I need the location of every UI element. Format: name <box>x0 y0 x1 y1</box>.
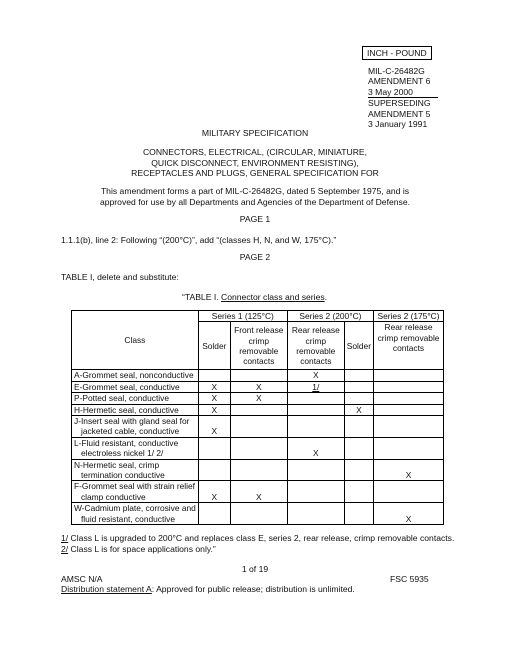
class-cell-line: termination conductive <box>74 470 165 481</box>
subheader-solder: Solder <box>198 322 230 370</box>
table-cell <box>374 416 444 438</box>
table-cell <box>344 381 373 392</box>
connector-class-table <box>71 310 444 525</box>
table-row <box>72 437 444 459</box>
document-title <box>0 147 510 179</box>
table-cell: X <box>374 459 444 481</box>
class-cell-line: fluid resistant, conductive <box>74 513 176 524</box>
footnote-2 <box>61 544 216 554</box>
series2-175-header: Series 2 (175°C) <box>374 311 444 322</box>
superseded-amendment: AMENDMENT 5 <box>368 108 431 119</box>
distribution-text: : Approved for public release; distribution is unlimited. <box>151 584 355 594</box>
table-cell <box>374 437 444 459</box>
class-cell-line: jacketed cable, conductive <box>74 426 180 437</box>
table-cell <box>344 503 373 525</box>
table-cell <box>374 381 444 392</box>
table-cell <box>374 481 444 503</box>
table-cell <box>230 416 287 438</box>
class-cell <box>72 404 199 415</box>
class-cell-line: L-Fluid resistant, conductive <box>74 437 179 448</box>
units-box: INCH - POUND <box>362 46 432 60</box>
table-cell: X <box>344 404 373 415</box>
table-cell: 1/ <box>287 381 344 392</box>
table-cell <box>344 481 373 503</box>
table-cell <box>287 393 344 404</box>
table-cell <box>230 503 287 525</box>
subheader-rear-release-175: Rear release crimp removable contacts <box>374 322 444 370</box>
class-cell-line: P-Potted seal, conductive <box>74 393 169 404</box>
table-cell: X <box>198 393 230 404</box>
page2-heading: PAGE 2 <box>239 252 271 262</box>
table-cell: X <box>198 381 230 392</box>
table-cell <box>198 459 230 481</box>
table-cell: X <box>230 393 287 404</box>
distribution-statement <box>61 584 355 594</box>
class-cell-line: H-Hermetic seal, conductive <box>74 404 179 415</box>
footnote-mark: 2/ <box>61 544 69 554</box>
table-caption-prefix: “TABLE I. <box>182 292 221 302</box>
class-cell-line: J-Insert seal with gland seal for <box>74 416 190 427</box>
table-cell <box>230 459 287 481</box>
class-cell-line: W-Cadmium plate, corrosive and <box>74 503 196 514</box>
class-cell <box>72 481 199 503</box>
amsc-label: AMSC N/A <box>61 574 103 584</box>
table-cell <box>198 503 230 525</box>
class-cell <box>72 503 199 525</box>
class-cell <box>72 393 199 404</box>
footnote-1 <box>61 533 454 543</box>
subheader-solder-2: Solder <box>344 322 373 370</box>
table-cell <box>230 437 287 459</box>
class-cell <box>72 437 199 459</box>
table-cell <box>344 416 373 438</box>
table-body <box>72 370 444 525</box>
subheader-front-release: Front release crimp removable contacts <box>230 322 287 370</box>
table-row <box>72 416 444 438</box>
class-cell-line: clamp conductive <box>74 491 146 502</box>
table-cell: X <box>287 370 344 381</box>
table-row <box>72 459 444 481</box>
table-cell <box>374 404 444 415</box>
amendment-number: AMENDMENT 6 <box>368 76 431 87</box>
footnote-text: Class L is upgraded to 200°C and replaces class E, series 2, rear release, crimp removable contacts. <box>68 533 455 543</box>
table-cell <box>344 437 373 459</box>
class-cell <box>72 370 199 381</box>
table-cell <box>287 416 344 438</box>
table-row <box>72 381 444 392</box>
fsc-label: FSC 5935 <box>390 574 429 584</box>
class-cell-line: N-Hermetic seal, crimp <box>74 459 160 470</box>
table-cell <box>374 370 444 381</box>
table-cell <box>344 370 373 381</box>
page1-change: 1.1.1(b), line 2: Following “(200°C)”, add “(classes H, N, and W, 175°C).” <box>61 235 337 245</box>
table-cell <box>287 503 344 525</box>
table-row <box>72 404 444 415</box>
table-cell: X <box>198 404 230 415</box>
series1-header: Series 1 (125°C) <box>198 311 287 322</box>
doc-id: MIL-C-26482G <box>368 66 425 76</box>
spec-heading: MILITARY SPECIFICATION <box>201 128 309 138</box>
table-instruction: TABLE I, delete and substitute: <box>61 272 179 282</box>
page-number: 1 of 19 <box>241 564 269 574</box>
distribution-label: Distribution statement A <box>61 584 152 594</box>
subheader-rear-release: Rear release crimp removable contacts <box>287 322 344 370</box>
table-cell: X <box>374 503 444 525</box>
intro-line: This amendment forms a part of MIL-C-26482G, dated 5 September 1975, and is <box>100 186 410 196</box>
table-cell <box>287 459 344 481</box>
table-cell: X <box>230 481 287 503</box>
table-group-header-row <box>72 311 444 322</box>
intro-paragraph <box>0 186 510 207</box>
class-column-header: Class <box>72 311 199 370</box>
table-cell <box>374 393 444 404</box>
class-cell <box>72 416 199 438</box>
table-row <box>72 503 444 525</box>
page1-heading: PAGE 1 <box>239 214 271 224</box>
table-cell: X <box>230 381 287 392</box>
title-line: RECEPTACLES AND PLUGS, GENERAL SPECIFICATION FOR <box>131 168 379 179</box>
footnote-text: Class L is for space applications only.” <box>68 544 216 554</box>
document-identifier-block <box>368 66 438 129</box>
amendment-date: 3 May 2000 <box>368 87 438 98</box>
table-row <box>72 481 444 503</box>
intro-line: approved for use by all Departments and Agencies of the Department of Defense. <box>99 196 411 207</box>
footnote-mark: 1/ <box>61 533 69 543</box>
table-cell: X <box>287 437 344 459</box>
class-cell-line: F-Grommet seal with strain relief <box>74 481 195 492</box>
series2-200-header: Series 2 (200°C) <box>287 311 373 322</box>
table-cell <box>230 404 287 415</box>
class-cell-line: electroless nickel 1/ 2/ <box>74 448 164 459</box>
table-cell: X <box>198 416 230 438</box>
table-cell <box>287 404 344 415</box>
table-cell <box>344 459 373 481</box>
table-caption <box>182 292 327 302</box>
table-cell <box>198 437 230 459</box>
table-cell: X <box>198 481 230 503</box>
table-caption-suffix: . <box>324 292 328 302</box>
class-cell <box>72 381 199 392</box>
table-row <box>72 393 444 404</box>
class-cell <box>72 459 199 481</box>
title-line: QUICK DISCONNECT, ENVIRONMENT RESISTING), <box>151 157 359 168</box>
class-cell-line: E-Grommet seal, conductive <box>74 381 180 392</box>
superseded-date: 3 January 1991 <box>368 119 428 130</box>
table-cell <box>230 370 287 381</box>
table-caption-title: Connector class and series <box>221 292 325 302</box>
table-cell <box>344 393 373 404</box>
class-cell-line: A-Grommet seal, nonconductive <box>74 370 194 381</box>
table-cell <box>287 481 344 503</box>
title-line: CONNECTORS, ELECTRICAL, (CIRCULAR, MINIATURE, <box>142 147 368 157</box>
table-cell <box>198 370 230 381</box>
superseding-label: SUPERSEDING <box>368 98 431 109</box>
table-row <box>72 370 444 381</box>
